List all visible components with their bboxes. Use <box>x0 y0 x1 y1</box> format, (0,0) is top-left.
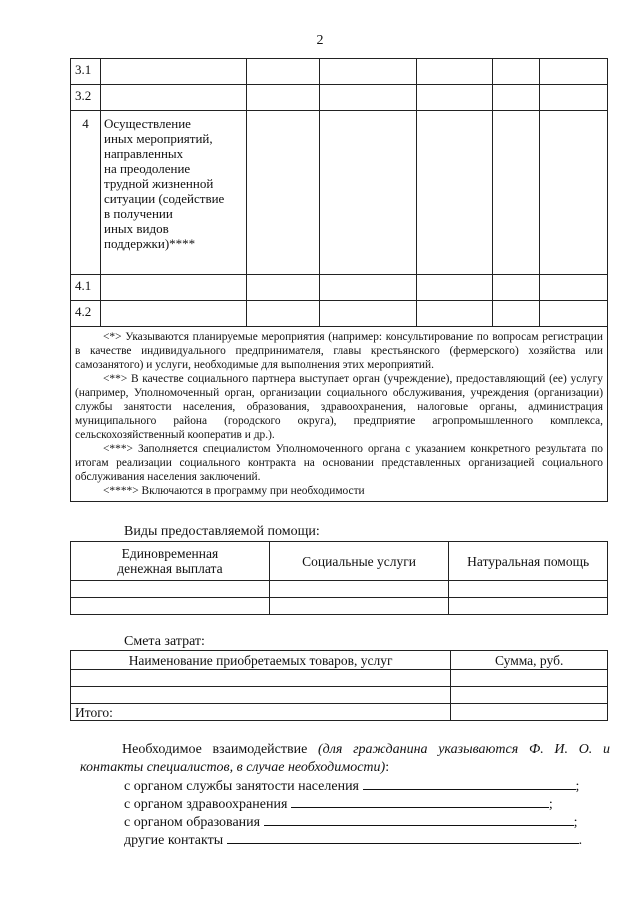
table-cell <box>451 687 608 704</box>
contact-label: с органом здравоохранения <box>124 797 288 812</box>
contact-field-line[interactable] <box>264 813 574 826</box>
table-row <box>71 670 608 687</box>
footnote-2: <**> В качестве социального партнера выступает орган (учреждение), предоставляющий (ее) услугу (например, Уполномоченный орган, организации социального обслуживания, учреждения (организации) службы занятости населения, образования, здравоохранения, налоговые органы, администрация муниципального района (городского округа), предприятие агропромышленного комплекса, сельскохозяйственный кооператив и др.). <box>75 373 603 441</box>
table-row <box>71 687 608 704</box>
table-row <box>71 111 608 275</box>
interaction-colon: : <box>385 760 390 775</box>
table-cell <box>451 670 608 687</box>
table-header-row <box>71 542 608 581</box>
table-row <box>71 301 608 327</box>
interaction-note: (для гражданина указываются Ф. И. О. и контакты специалистов, в случае необходимости) <box>80 742 610 775</box>
help-table <box>70 541 608 615</box>
column-header: Единовременная денежная выплата <box>71 542 270 581</box>
desc-line: иных видов <box>103 221 169 236</box>
total-row <box>71 704 608 721</box>
interaction-section <box>80 741 610 777</box>
row-number: 4.1 <box>71 275 101 301</box>
footnotes <box>71 327 608 502</box>
table-cell <box>540 85 608 111</box>
desc-line: ситуации (содействие <box>103 191 225 206</box>
interaction-lead: Необходимое взаимодействие <box>122 742 308 757</box>
desc-line: трудной жизненной <box>103 176 214 191</box>
table-cell <box>100 301 246 327</box>
desc-line: поддержки)**** <box>103 236 196 251</box>
table-cell <box>417 275 493 301</box>
table-cell <box>540 59 608 85</box>
table-cell <box>540 111 608 275</box>
table-cell <box>540 301 608 327</box>
desc-line: на преодоление <box>103 161 191 176</box>
footnote-3: <***> Заполняется специалистом Уполномоченного органа с указанием конкретного результата по итогам реализации социального контракта на основании представленных организацией социального обслуживания населения заключений. <box>75 443 603 483</box>
table-cell <box>100 275 246 301</box>
column-header: Сумма, руб. <box>451 651 608 670</box>
notes-row <box>71 327 608 502</box>
table-cell <box>100 85 246 111</box>
table-cell <box>246 111 319 275</box>
table-cell <box>246 59 319 85</box>
table-cell <box>417 59 493 85</box>
row-number: 4.2 <box>71 301 101 327</box>
contact-label: другие контакты <box>124 833 224 848</box>
line-end: ; <box>575 779 580 794</box>
total-value <box>451 704 608 721</box>
row-number: 3.1 <box>71 59 101 85</box>
footnote-1: <*> Указываются планируемые мероприятия (например: консультирование по вопросам регистрации в качестве индивидуального предпринимателя, главы крестьянского (фермерского) хозяйства или самозанятого) и услуги, необходимые для выполнения этих мероприятий. <box>75 331 603 371</box>
table-cell <box>417 111 493 275</box>
column-header: Натуральная помощь <box>449 542 608 581</box>
table-cell <box>246 85 319 111</box>
table-cell <box>493 275 540 301</box>
contact-field-line[interactable] <box>227 831 579 844</box>
table-cell <box>493 301 540 327</box>
row-number: 3.2 <box>71 85 101 111</box>
desc-line: направленных <box>103 146 184 161</box>
table-cell <box>493 111 540 275</box>
table-row <box>71 581 608 598</box>
table-cell <box>71 670 451 687</box>
contact-line-other <box>124 831 582 849</box>
table-cell <box>269 598 449 615</box>
table-row <box>71 598 608 615</box>
desc-line: Осуществление <box>103 116 191 131</box>
cost-table <box>70 650 608 721</box>
table-row <box>71 59 608 85</box>
activity-description <box>100 111 246 275</box>
table-row <box>71 85 608 111</box>
table-cell <box>71 687 451 704</box>
page-number: 2 <box>316 33 324 48</box>
table-cell <box>246 301 319 327</box>
table-cell <box>71 598 270 615</box>
table-cell <box>319 59 417 85</box>
desc-line: иных мероприятий, <box>103 131 213 146</box>
table-cell <box>319 111 417 275</box>
table-cell <box>417 301 493 327</box>
table-cell <box>319 275 417 301</box>
table-cell <box>319 301 417 327</box>
line-end: ; <box>548 797 553 812</box>
cost-section-label: Смета затрат: <box>124 634 205 649</box>
line-end: ; <box>573 815 578 830</box>
row-number: 4 <box>71 111 101 275</box>
table-cell <box>493 59 540 85</box>
table-cell <box>417 85 493 111</box>
contact-label: с органом образования <box>124 815 261 830</box>
table-cell <box>100 59 246 85</box>
contact-field-line[interactable] <box>291 795 549 808</box>
help-section-label: Виды предоставляемой помощи: <box>124 524 320 539</box>
line-end: . <box>578 833 583 848</box>
total-label: Итого: <box>71 704 451 721</box>
contact-field-line[interactable] <box>363 777 576 790</box>
table-cell <box>319 85 417 111</box>
column-header: Наименование приобретаемых товаров, услуг <box>71 651 451 670</box>
contact-line-health <box>124 795 553 813</box>
table-row <box>71 275 608 301</box>
plan-table <box>70 58 608 502</box>
column-header: Социальные услуги <box>269 542 449 581</box>
table-header-row <box>71 651 608 670</box>
table-cell <box>71 581 270 598</box>
table-cell <box>449 598 608 615</box>
desc-line: в получении <box>103 206 173 221</box>
table-cell <box>269 581 449 598</box>
table-cell <box>246 275 319 301</box>
contact-line-employment <box>124 777 579 795</box>
interaction-intro <box>80 741 610 777</box>
contact-line-education <box>124 813 578 831</box>
contact-label: с органом службы занятости населения <box>124 779 359 794</box>
table-cell <box>449 581 608 598</box>
footnote-4: <****> Включаются в программу при необходимости <box>103 485 365 497</box>
table-cell <box>493 85 540 111</box>
table-cell <box>540 275 608 301</box>
